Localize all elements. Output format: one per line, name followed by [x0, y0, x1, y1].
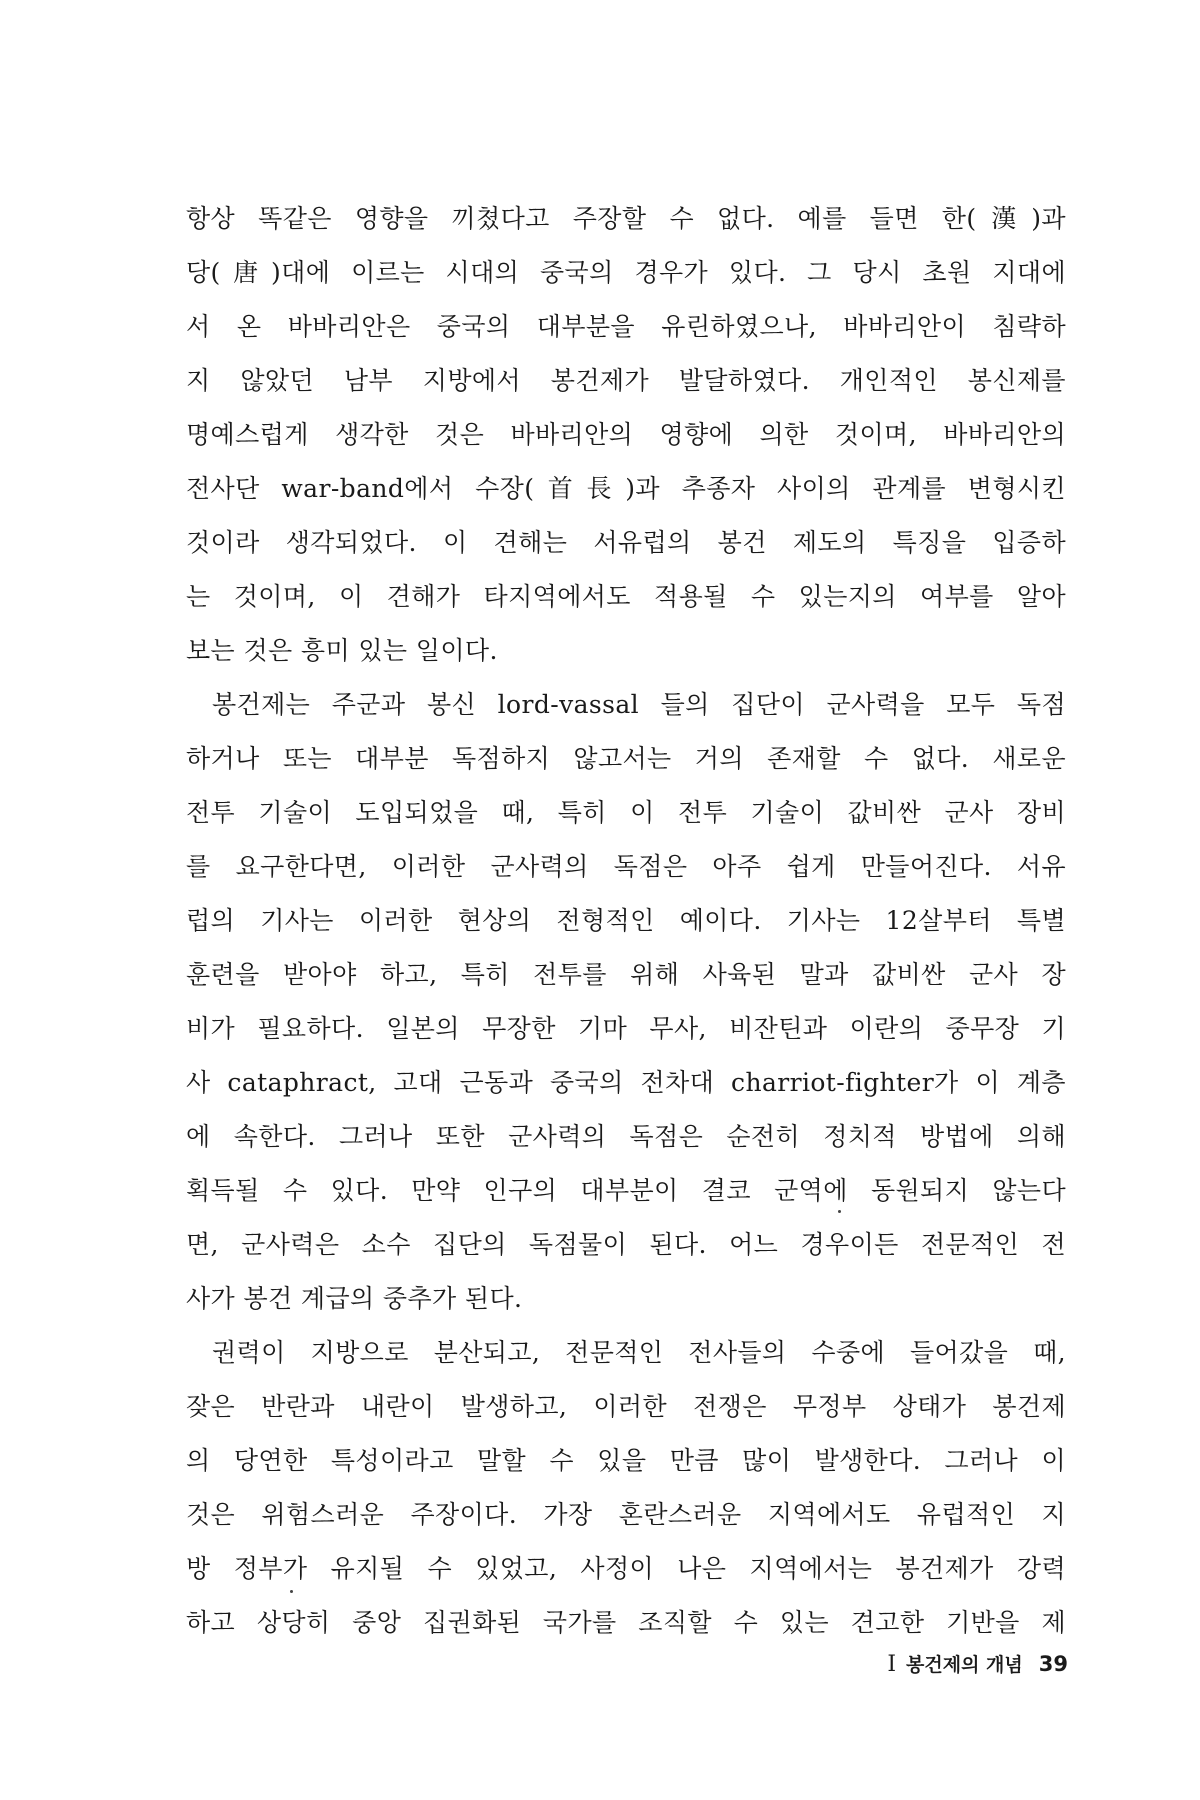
text-line: 전투 기술이 도입되었을 때, 특히 이 전투 기술이 값비싼 군사 장비 [186, 798, 1066, 827]
text-line: 잦은 반란과 내란이 발생하고, 이러한 전쟁은 무정부 상태가 봉건제 [186, 1392, 1066, 1421]
text-line: 획득될 수 있다. 만약 인구의 대부분이 결코 군역에 동원되지 않는다 [186, 1176, 1066, 1205]
text-line: 비가 필요하다. 일본의 무장한 기마 무사, 비잔틴과 이란의 중무장 기 [186, 1014, 1066, 1043]
running-footer [887, 1650, 1068, 1677]
print-speck [290, 1590, 293, 1593]
text-line: 사 cataphract, 고대 근동과 중국의 전차대 charriot-fighter가 이 계층 [186, 1068, 1066, 1097]
text-line: 지 않았던 남부 지방에서 봉건제가 발달하였다. 개인적인 봉신제를 [186, 366, 1066, 395]
text-line: 사가 봉건 계급의 중추가 된다. [186, 1284, 523, 1313]
text-line: 것은 위험스러운 주장이다. 가장 혼란스러운 지역에서도 유럽적인 지 [186, 1500, 1066, 1529]
body-text [186, 192, 1066, 1650]
text-line: 하거나 또는 대부분 독점하지 않고서는 거의 존재할 수 없다. 새로운 [186, 744, 1066, 773]
text-line: 에 속한다. 그러나 또한 군사력의 독점은 순전히 정치적 방법에 의해 [186, 1122, 1066, 1151]
section-number: I [887, 1652, 897, 1677]
text-line: 는 것이며, 이 견해가 타지역에서도 적용될 수 있는지의 여부를 알아 [186, 582, 1066, 611]
text-line: 훈련을 받아야 하고, 특히 전투를 위해 사육된 말과 값비싼 군사 장 [186, 960, 1066, 989]
text-line: 항상 똑같은 영향을 끼쳤다고 주장할 수 없다. 예를 들면 한(漢)과 [186, 204, 1066, 233]
text-line: 봉건제는 주군과 봉신 lord-vassal 들의 집단이 군사력을 모두 독점 [212, 690, 1066, 719]
paragraph-3 [186, 1326, 1066, 1650]
text-line: 를 요구한다면, 이러한 군사력의 독점은 아주 쉽게 만들어진다. 서유 [186, 852, 1066, 881]
text-line: 보는 것은 흥미 있는 일이다. [186, 636, 498, 665]
text-line: 당(唐)대에 이르는 시대의 중국의 경우가 있다. 그 당시 초원 지대에 [186, 258, 1066, 287]
text-line: 럽의 기사는 이러한 현상의 전형적인 예이다. 기사는 12살부터 특별 [186, 906, 1066, 935]
text-line: 전사단 war-band에서 수장(首長)과 추종자 사이의 관계를 변형시킨 [186, 474, 1066, 503]
text-line: 것이라 생각되었다. 이 견해는 서유럽의 봉건 제도의 특징을 입증하 [186, 528, 1066, 557]
text-line: 하고 상당히 중앙 집권화된 국가를 조직할 수 있는 견고한 기반을 제 [186, 1608, 1066, 1637]
paragraph-1 [186, 192, 1066, 678]
paragraph-2 [186, 678, 1066, 1326]
text-line: 방 정부가 유지될 수 있었고, 사정이 나은 지역에서는 봉건제가 강력 [186, 1554, 1066, 1583]
text-line: 권력이 지방으로 분산되고, 전문적인 전사들의 수중에 들어갔을 때, [212, 1338, 1066, 1367]
text-line: 의 당연한 특성이라고 말할 수 있을 만큼 많이 발생한다. 그러나 이 [186, 1446, 1066, 1475]
print-speck [838, 1210, 841, 1213]
text-line: 면, 군사력은 소수 집단의 독점물이 된다. 어느 경우이든 전문적인 전 [186, 1230, 1066, 1259]
text-line: 명예스럽게 생각한 것은 바바리안의 영향에 의한 것이며, 바바리안의 [186, 420, 1066, 449]
page-number: 39 [1038, 1652, 1068, 1676]
text-line: 서 온 바바리안은 중국의 대부분을 유린하였으나, 바바리안이 침략하 [186, 312, 1066, 341]
chapter-title: 봉건제의 개념 [906, 1654, 1023, 1676]
